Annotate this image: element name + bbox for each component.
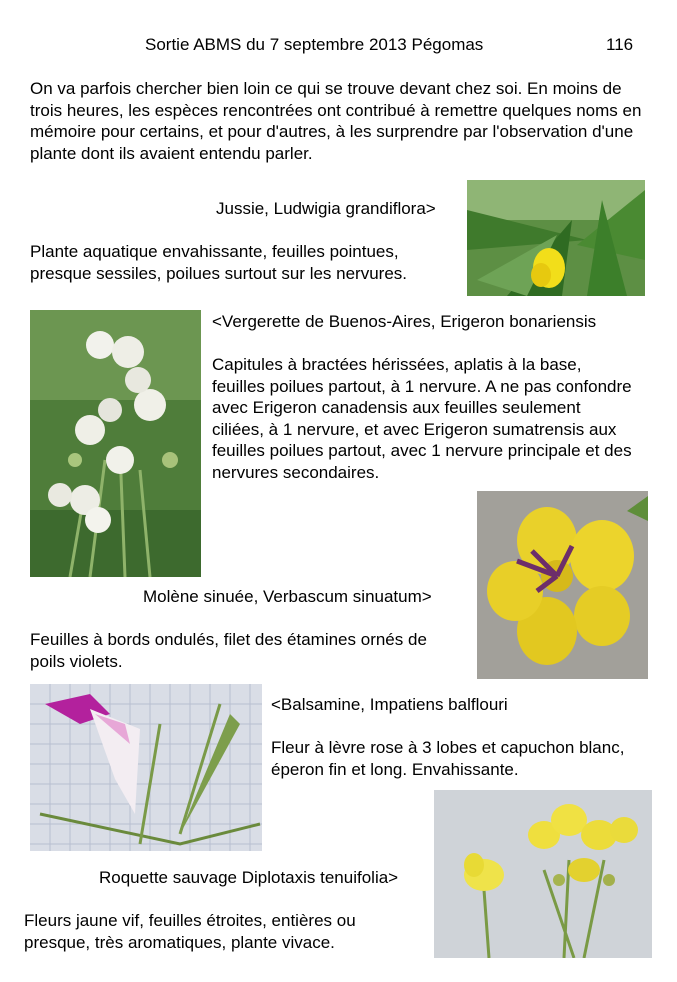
caption-impatiens: <Balsamine, Impatiens balflouri (271, 695, 508, 714)
photo-ludwigia (467, 180, 645, 296)
page-title: Sortie ABMS du 7 septembre 2013 Pégomas (145, 35, 484, 54)
photo-verbascum (477, 491, 648, 679)
description-verbascum: Feuilles à bords ondulés, filet des étamines ornés de poils violets. (30, 630, 427, 671)
photo-erigeron (30, 310, 201, 577)
caption-verbascum: Molène sinuée, Verbascum sinuatum> (143, 587, 432, 606)
description-erigeron: Capitules à bractées hérissées, aplatis à la base, feuilles poilues partout, à 1 nervure. A ne pas confondre avec Erigeron canadensis aux feuilles seulement ciliées, à 1 nervure, et avec Erigeron sumatrensis aux feuilles poilues partout, avec 1 nervure principale et des nervures secondaires. (212, 355, 632, 482)
description-ludwigia: Plante aquatique envahissante, feuilles pointues, presque sessiles, poilues surtout sur les nervures. (30, 242, 408, 283)
caption-erigeron: <Vergerette de Buenos-Aires, Erigeron bonariensis (212, 312, 597, 331)
photo-diplotaxis (434, 790, 652, 958)
description-diplotaxis: Fleurs jaune vif, feuilles étroites, entières ou presque, très aromatiques, plante vivace. (24, 911, 356, 952)
intro-paragraph: On va parfois chercher bien loin ce qui se trouve devant chez soi. En moins de trois heures, les espèces rencontrées ont contribué à remettre quelques noms en mémoire pour certains, et pour d'autres, à les surprendre par l'observation d'une plante dont ils avaient entendu parler. (30, 79, 642, 163)
photo-impatiens (30, 684, 262, 851)
page-number: 116 (606, 35, 634, 54)
description-impatiens: Fleur à lèvre rose à 3 lobes et capuchon blanc, éperon fin et long. Envahissante. (271, 738, 625, 779)
caption-diplotaxis: Roquette sauvage Diplotaxis tenuifolia> (99, 868, 399, 887)
caption-ludwigia: Jussie, Ludwigia grandiflora> (216, 199, 436, 218)
